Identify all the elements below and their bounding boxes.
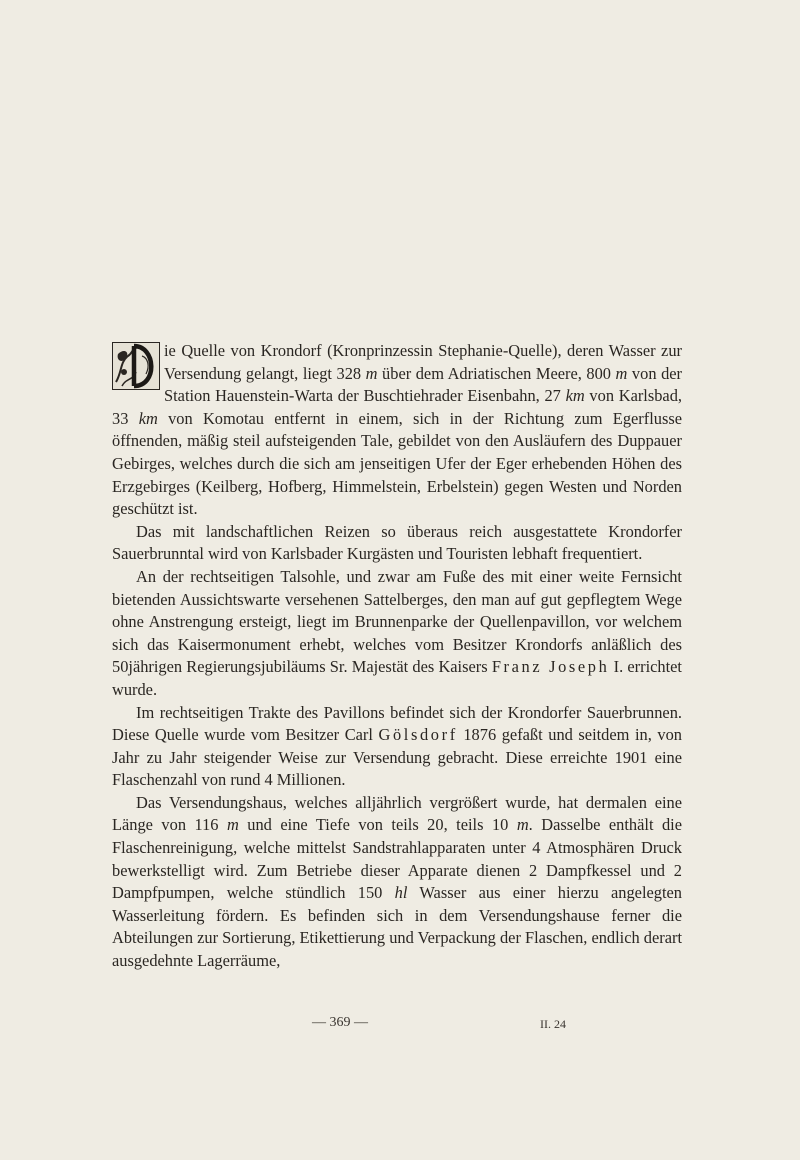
ornamental-letter-d-icon [112, 342, 160, 390]
unit-italic: km [138, 408, 158, 428]
body-text [112, 340, 682, 973]
paragraph-5: Das Versendungshaus, welches alljährlich vergrößert wurde, hat dermalen eine Länge von 116 m und eine Tiefe von teils 20, teils 10 m. Dasselbe enthält die Flaschenreinigung, welche mittelst Sandstrahlapparaten unter 4 Atmosphären Druck bewerkstelligt wird. Zum Betriebe dieser Apparate dienen 2 Dampfkessel und 2 Dampfpumpen, welche stündlich 150 hl Wasser aus einer hierzu angelegten Wasserleitung fördern. Es befinden sich in dem Versendungshause ferner die Abteilungen zur Sortierung, Etikettierung und Verpackung der Flaschen, endlich derart ausgedehnte Lagerräume, [112, 792, 683, 971]
signature-mark: II. 24 [540, 1017, 566, 1031]
paragraph-1: ie Quelle von Krondorf (Kronprinzessin Stephanie-Quelle), deren Wasser zur Versendung gelangt, liegt 328 m über dem Adriatischen Meere, 800 m von der Station Hauenstein-Warta der Buschtiehrader Eisenbahn, 27 km von Karlsbad, 33 km von Komotau entfernt in einem, sich in der Richtung zum Egerflusse öffnenden, mäßig steil aufsteigenden Tale, gebildet von den Ausläufern des Duppauer Gebirges, welches durch die sich am jenseitigen Ufer der Eger erhebenden Höhen des Erzgebirges (Keilberg, Hofberg, Himmelstein, Erbelstein) gegen Westen und Norden geschützt ist. [112, 341, 682, 519]
paragraph-4: Im rechtseitigen Trakte des Pavillons befindet sich der Krondorfer Sauerbrunnen. Diese Quelle wurde vom Besitzer Carl Gölsdorf 1876 gefaßt und seitdem in, von Jahr zu Jahr steigender Weise zur Versendung gebracht. Diese erreichte 1901 eine Flaschenzahl von rund 4 Millionen. [112, 702, 682, 790]
unit-italic: m [226, 815, 239, 835]
unit-italic: m [516, 815, 529, 835]
unit-italic: m [365, 363, 378, 383]
page-number: — 369 — [312, 1015, 368, 1030]
spaced-name: Gölsdorf [378, 725, 458, 745]
paragraph-3: An der rechtseitigen Talsohle, und zwar am Fuße des mit einer weite Fernsicht bietenden Aussichtswarte versehenen Sattelberges, den man auf gut gepflegtem Wege ohne Anstrengung ersteigt, liegt im Brunnenparke der Quellenpavillon, vor welchem sich das Kaisermonument erhebt, welches vom Besitzer Krondorfs anläßlich des 50jährigen Regierungsjubiläums Sr. Majestät des Kaisers Franz Joseph I. errichtet wurde. [112, 566, 682, 699]
spaced-name: Franz Joseph [491, 657, 610, 677]
unit-italic: m [615, 363, 628, 383]
paragraph-2: Das mit landschaftlichen Reizen so überaus reich ausgestattete Krondorfer Sauerbrunntal wird von Karlsbader Kurgästen und Touristen lebhaft frequentiert. [112, 521, 682, 564]
unit-italic: hl [394, 883, 408, 903]
unit-italic: km [565, 386, 585, 406]
